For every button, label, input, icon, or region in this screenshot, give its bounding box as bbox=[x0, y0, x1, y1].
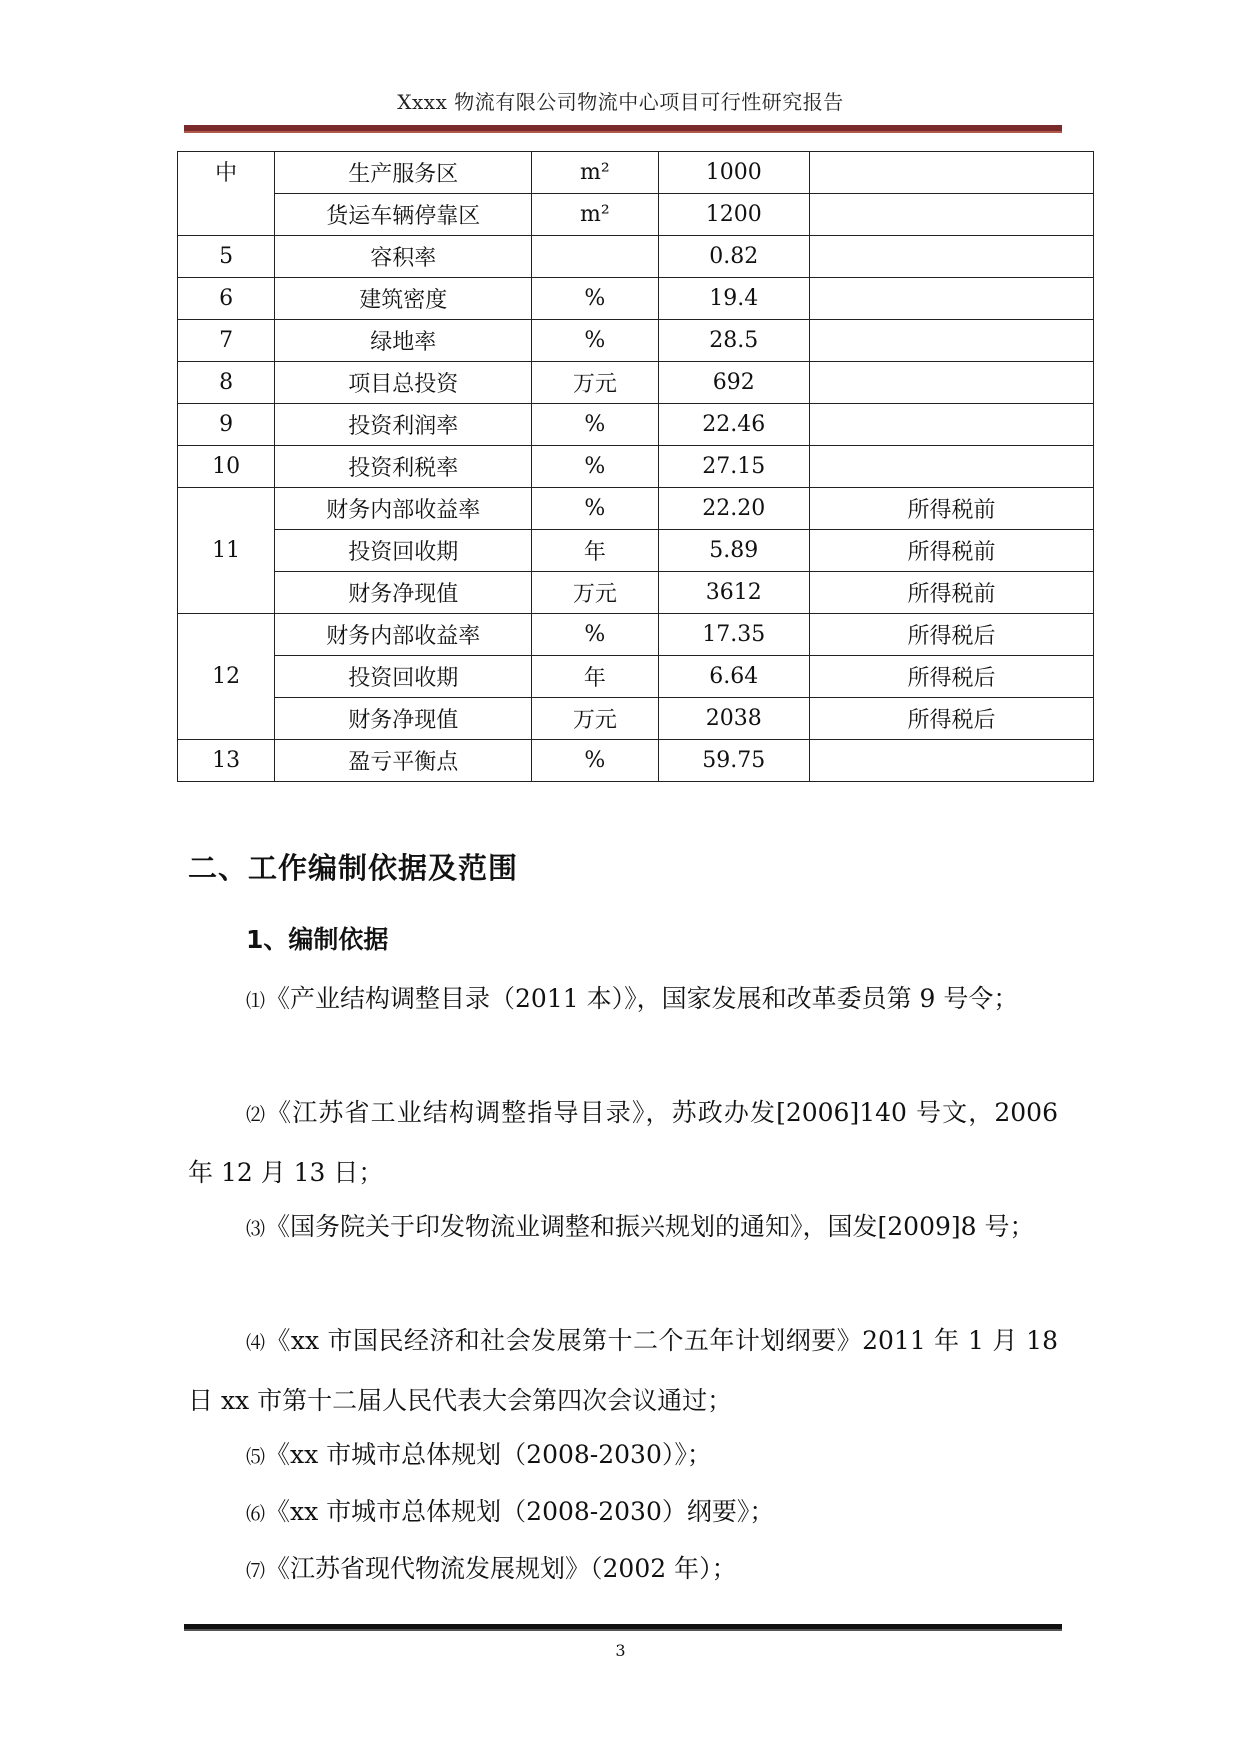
item-number: ⑴ bbox=[246, 990, 266, 1012]
footer-divider bbox=[184, 1624, 1062, 1631]
item-name: 投资回收期 bbox=[275, 530, 532, 572]
item-note: 所得税后 bbox=[810, 614, 1094, 656]
row-number: 5 bbox=[178, 236, 275, 278]
item-unit: % bbox=[532, 320, 658, 362]
basis-item bbox=[188, 1084, 1058, 1201]
table-row bbox=[178, 152, 1094, 194]
table-row bbox=[178, 698, 1094, 740]
row-number: 6 bbox=[178, 278, 275, 320]
table-row bbox=[178, 278, 1094, 320]
item-name: 建筑密度 bbox=[275, 278, 532, 320]
item-number: ⑸ bbox=[246, 1446, 266, 1468]
item-text: 《xx 市城市总体规划（2008-2030）纲要》； bbox=[265, 1497, 775, 1526]
item-unit: 年 bbox=[532, 530, 658, 572]
item-unit: % bbox=[532, 446, 658, 488]
item-note bbox=[810, 446, 1094, 488]
item-text: 《江苏省现代物流发展规划》（2002 年）； bbox=[265, 1554, 737, 1583]
item-value: 22.20 bbox=[658, 488, 809, 530]
item-value: 692 bbox=[658, 362, 809, 404]
table-row bbox=[178, 446, 1094, 488]
item-note bbox=[810, 278, 1094, 320]
item-value: 19.4 bbox=[658, 278, 809, 320]
item-name: 财务净现值 bbox=[275, 698, 532, 740]
item-unit: % bbox=[532, 278, 658, 320]
item-text: 《江苏省工业结构调整指导目录》，苏政办发[2006]140 号文，2006 年 12 月 13 日； bbox=[188, 1098, 1058, 1187]
item-value: 1200 bbox=[658, 194, 809, 236]
table-row bbox=[178, 488, 1094, 530]
item-value: 3612 bbox=[658, 572, 809, 614]
item-note bbox=[810, 404, 1094, 446]
item-unit: m² bbox=[532, 152, 658, 194]
item-value: 0.82 bbox=[658, 236, 809, 278]
table-row bbox=[178, 194, 1094, 236]
item-name: 财务内部收益率 bbox=[275, 488, 532, 530]
page-number: 3 bbox=[615, 1641, 626, 1660]
item-text: 《产业结构调整目录（2011 本）》，国家发展和改革委员第 9 号令； bbox=[265, 984, 1019, 1013]
item-number: ⑺ bbox=[246, 1560, 266, 1582]
table-row bbox=[178, 656, 1094, 698]
table-row bbox=[178, 362, 1094, 404]
item-number: ⑶ bbox=[246, 1218, 266, 1240]
table-row bbox=[178, 320, 1094, 362]
basis-item bbox=[188, 970, 1058, 1030]
item-note bbox=[810, 194, 1094, 236]
item-value: 2038 bbox=[658, 698, 809, 740]
item-value: 59.75 bbox=[658, 740, 809, 782]
page-header-title: Xxxx 物流有限公司物流中心项目可行性研究报告 bbox=[397, 90, 844, 114]
item-unit: m² bbox=[532, 194, 658, 236]
basis-item bbox=[188, 1540, 1058, 1600]
item-value: 22.46 bbox=[658, 404, 809, 446]
item-value: 6.64 bbox=[658, 656, 809, 698]
item-name: 生产服务区 bbox=[275, 152, 532, 194]
row-number: 中 bbox=[178, 152, 275, 236]
row-number: 9 bbox=[178, 404, 275, 446]
table-row bbox=[178, 404, 1094, 446]
basis-item bbox=[188, 1198, 1058, 1258]
section-heading: 二、工作编制依据及范围 bbox=[188, 851, 519, 885]
item-note bbox=[810, 362, 1094, 404]
item-note bbox=[810, 236, 1094, 278]
item-unit: 万元 bbox=[532, 698, 658, 740]
item-text: 《xx 市城市总体规划（2008-2030）》； bbox=[265, 1440, 712, 1469]
item-unit: 万元 bbox=[532, 362, 658, 404]
table-row bbox=[178, 236, 1094, 278]
item-number: ⑹ bbox=[246, 1503, 266, 1525]
item-note: 所得税前 bbox=[810, 488, 1094, 530]
row-number: 13 bbox=[178, 740, 275, 782]
item-unit: % bbox=[532, 404, 658, 446]
item-note bbox=[810, 152, 1094, 194]
basis-item bbox=[188, 1426, 1058, 1486]
table-row bbox=[178, 572, 1094, 614]
table-row bbox=[178, 614, 1094, 656]
item-name: 绿地率 bbox=[275, 320, 532, 362]
item-value: 5.89 bbox=[658, 530, 809, 572]
item-note bbox=[810, 320, 1094, 362]
item-name: 财务净现值 bbox=[275, 572, 532, 614]
table-row bbox=[178, 740, 1094, 782]
row-number: 11 bbox=[178, 488, 275, 614]
item-unit: % bbox=[532, 488, 658, 530]
item-name: 财务内部收益率 bbox=[275, 614, 532, 656]
item-name: 投资利税率 bbox=[275, 446, 532, 488]
item-text: 《国务院关于印发物流业调整和振兴规划的通知》，国发[2009]8 号； bbox=[265, 1212, 1035, 1241]
item-number: ⑷ bbox=[246, 1332, 266, 1354]
row-number: 7 bbox=[178, 320, 275, 362]
sub-heading: 1、编制依据 bbox=[246, 925, 389, 954]
header-divider bbox=[184, 125, 1062, 133]
item-note: 所得税前 bbox=[810, 530, 1094, 572]
item-unit: % bbox=[532, 740, 658, 782]
item-value: 17.35 bbox=[658, 614, 809, 656]
basis-item bbox=[188, 1483, 1058, 1543]
basis-item bbox=[188, 1312, 1058, 1429]
item-note: 所得税后 bbox=[810, 698, 1094, 740]
row-number: 8 bbox=[178, 362, 275, 404]
item-unit: % bbox=[532, 614, 658, 656]
row-number: 10 bbox=[178, 446, 275, 488]
item-value: 1000 bbox=[658, 152, 809, 194]
item-note bbox=[810, 740, 1094, 782]
item-name: 盈亏平衡点 bbox=[275, 740, 532, 782]
item-unit: 万元 bbox=[532, 572, 658, 614]
item-name: 容积率 bbox=[275, 236, 532, 278]
item-number: ⑵ bbox=[246, 1104, 267, 1126]
item-name: 货运车辆停靠区 bbox=[275, 194, 532, 236]
table-row bbox=[178, 530, 1094, 572]
item-unit bbox=[532, 236, 658, 278]
indicator-table bbox=[177, 151, 1094, 782]
item-value: 28.5 bbox=[658, 320, 809, 362]
item-note: 所得税前 bbox=[810, 572, 1094, 614]
item-name: 项目总投资 bbox=[275, 362, 532, 404]
item-value: 27.15 bbox=[658, 446, 809, 488]
item-name: 投资利润率 bbox=[275, 404, 532, 446]
row-number: 12 bbox=[178, 614, 275, 740]
item-name: 投资回收期 bbox=[275, 656, 532, 698]
item-note: 所得税后 bbox=[810, 656, 1094, 698]
item-unit: 年 bbox=[532, 656, 658, 698]
item-text: 《xx 市国民经济和社会发展第十二个五年计划纲要》2011 年 1 月 18 日 xx 市第十二届人民代表大会第四次会议通过； bbox=[188, 1326, 1058, 1415]
